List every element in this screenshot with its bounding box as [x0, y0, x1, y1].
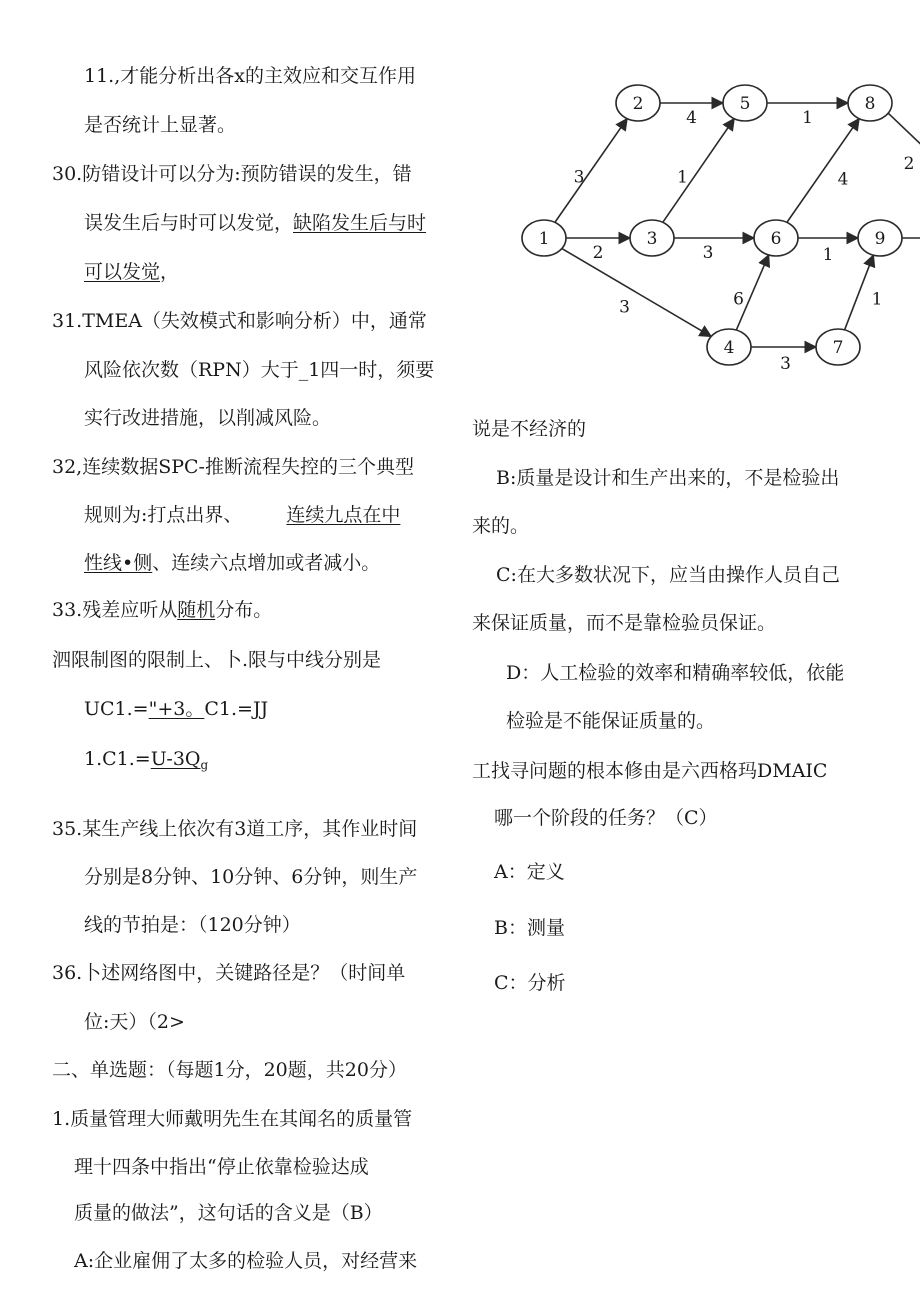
- node-label: 8: [864, 94, 876, 114]
- node-label: 3: [646, 229, 658, 249]
- edge-weight-label: 4: [837, 169, 849, 190]
- node-label: 5: [739, 94, 751, 114]
- question-34-ucl: UC1.="+3。C1.=JJ: [84, 698, 269, 720]
- node-label: 2: [632, 94, 644, 114]
- single-choice-1-option-d: D：人工检验的效率和精确率较低，依能: [506, 662, 845, 684]
- network-diagram: [480, 60, 920, 390]
- single-choice-1: 1.质量管理大师戴明先生在其闻名的质量管: [52, 1108, 413, 1130]
- single-choice-1-line2: 理十四条中指出“停止依靠检验达成: [74, 1156, 369, 1178]
- edge-weight-label: 1: [802, 108, 813, 128]
- question-32: 32,连续数据SPC-推断流程失控的三个典型: [52, 456, 414, 478]
- question-35-line2: 分别是8分钟、10分钟、6分钟，则生产: [84, 866, 418, 888]
- single-choice-1-option-b: B:质量是设计和生产出来的，不是检验出: [496, 467, 840, 489]
- edge-arrow: [845, 255, 874, 330]
- question-30-line3: 可以发觉，: [84, 261, 180, 283]
- text-line: 检验是不能保证质量的。: [506, 710, 716, 732]
- answer-underline: 连续九点在中: [286, 504, 401, 526]
- question-34-lcl: $1.C1.=U-3Q_g$: [84, 748, 209, 772]
- question-30-line2: 误发生后与时可以发觉，缺陷发生后与时: [84, 212, 427, 234]
- edge-weight-label: 2: [592, 243, 604, 263]
- question-35-line3: 线的节拍是：（120分钟）: [84, 914, 301, 936]
- answer-underline: 缺陷发生后与时: [293, 212, 427, 234]
- single-choice-2-option-a: A：定义: [494, 861, 565, 883]
- edge-weight-label: 1: [677, 167, 688, 188]
- question-36: 36.卜述网络图中，关键路径是？（时间单: [52, 962, 406, 984]
- node-label: 4: [723, 338, 735, 358]
- text-line: 11.,才能分析出各x的主效应和交互作用: [84, 65, 416, 87]
- single-choice-1-option-a: A:企业雇佣了太多的检验人员，对经营来: [74, 1250, 418, 1272]
- answer-underline: 可以发觉: [84, 261, 161, 283]
- edge-weight-label: 1: [822, 245, 834, 265]
- single-choice-2-option-c: C：分析: [494, 972, 566, 994]
- answer-underline: U-3Q: [150, 748, 201, 770]
- section-heading: 二、单选题：（每题1分，20题，共20分）: [52, 1059, 407, 1081]
- edge-weight-label: 3: [573, 167, 585, 188]
- answer-underline: 随机: [177, 599, 216, 621]
- edge-weight-label: 3: [780, 354, 791, 374]
- question-31-line2: 风险依次数（RPN）大于_1四一时，须要: [84, 359, 435, 381]
- edge-weight-label: 3: [619, 297, 630, 318]
- edge-weight-label: 4: [686, 108, 697, 128]
- edge-weight-label: 6: [733, 289, 744, 310]
- text-line: 来的。: [472, 515, 530, 537]
- question-31: 31.TMEA（失效模式和影响分析）中，通常: [52, 310, 427, 332]
- edge-arrow: [888, 113, 920, 153]
- single-choice-1-option-c: C:在大多数状况下，应当由操作人员自己: [496, 564, 840, 586]
- question-33: 33.残差应听从随机分布。: [52, 599, 273, 621]
- single-choice-2-line2: 哪一个阶段的任务？（C）: [494, 807, 718, 829]
- edge-weight-label: 3: [702, 243, 714, 263]
- question-34: 泗限制图的限制上、卜.限与中线分别是: [52, 649, 382, 671]
- single-choice-2-option-b: B：测量: [494, 917, 565, 939]
- text-line: 来保证质量，而不是靠检验员保证。: [472, 612, 777, 634]
- text-line: 是否统计上显著。: [84, 114, 237, 136]
- node-label: 1: [538, 229, 550, 249]
- answer-underline: 性线•侧: [84, 552, 153, 574]
- node-label: 6: [770, 229, 782, 249]
- answer-underline: "+3。: [148, 698, 205, 720]
- edge-weight-label: 1: [871, 289, 883, 310]
- single-choice-2: 工找寻问题的根本修由是六西格玛DMAIC: [472, 760, 828, 782]
- question-31-line3: 实行改进措施，以削减风险。: [84, 407, 332, 429]
- question-32-line2: 规则为:打点出界、 连续九点在中: [84, 504, 401, 526]
- edge-arrow: [562, 249, 711, 337]
- edge-arrow: [555, 119, 627, 223]
- single-choice-1-line3: 质量的做法”，这句话的含义是（B）: [74, 1202, 383, 1224]
- edge-arrow: [663, 119, 734, 223]
- text-line: 说是不经济的: [472, 418, 587, 440]
- question-32-line3: 性线•侧、连续六点增加或者减小。: [84, 552, 381, 574]
- question-35: 35.某生产线上依次有3道工序，其作业时间: [52, 818, 418, 840]
- node-label: 7: [832, 338, 844, 358]
- question-36-line2: 位:天）（2>: [84, 1011, 185, 1033]
- node-label: 9: [874, 229, 886, 249]
- edge-weight-label: 2: [903, 154, 915, 174]
- question-30: 30.防错设计可以分为:预防错误的发生，错: [52, 163, 412, 185]
